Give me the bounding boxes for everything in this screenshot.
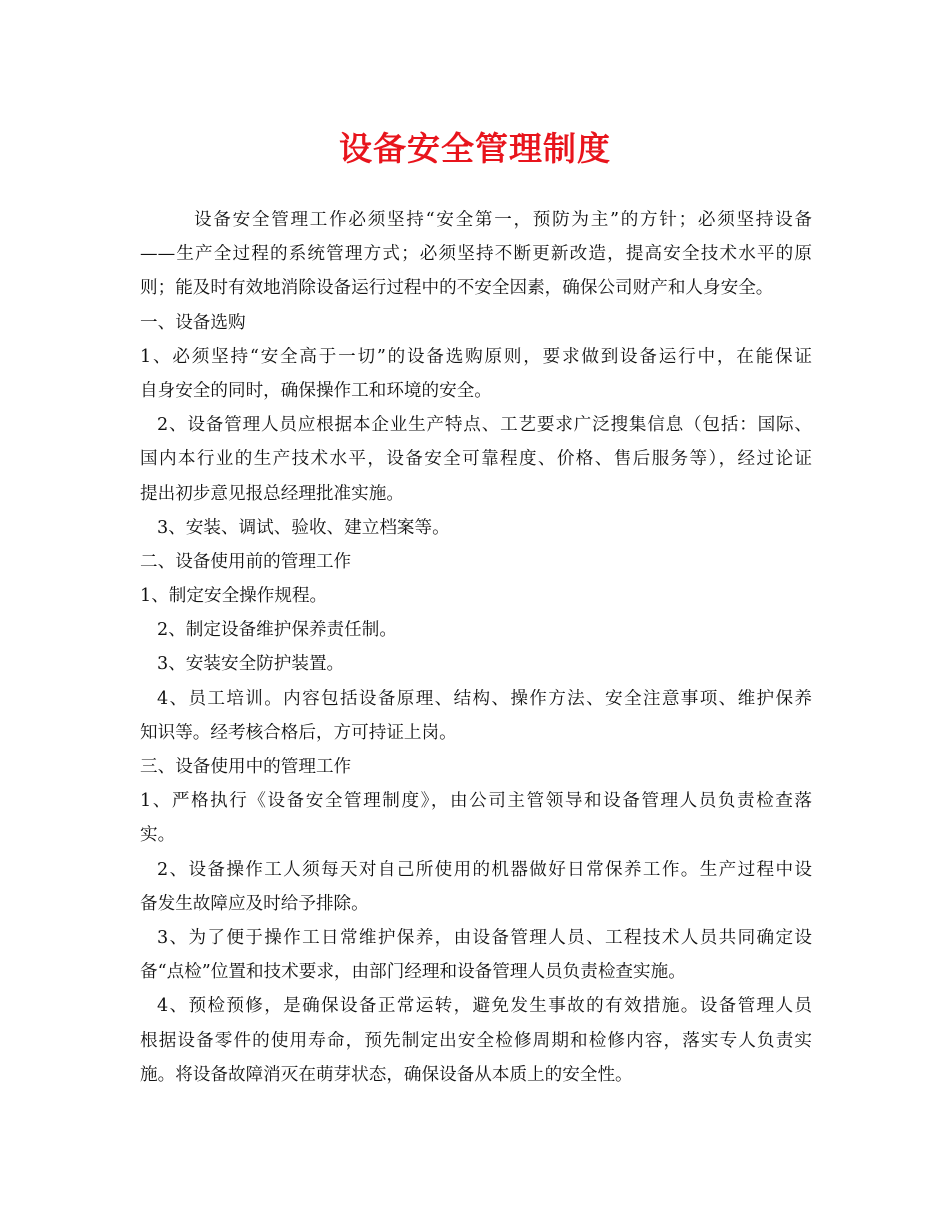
text-line: 实。	[140, 825, 176, 846]
text-line: 三、设备使用中的管理工作	[140, 757, 352, 777]
text-line: 施。将设备故障消灭在萌芽状态，确保设备从本质上的安全性。	[140, 1064, 633, 1085]
text-line: 知识等。经考核合格后，方可持证上岗。	[140, 722, 457, 743]
text-line: 4、预检预修，是确保设备正常运转，避免发生事故的有效措施。设备管理人员	[157, 996, 812, 1017]
text-line: 则；能及时有效地消除设备运行过程中的不安全因素，确保公司财产和人身安全。	[140, 278, 774, 299]
text-line: 二、设备使用前的管理工作	[140, 551, 352, 572]
document-body	[140, 203, 812, 1092]
text-line: 根据设备零件的使用寿命，预先制定出安全检修周期和检修内容，落实专人负责实	[140, 1030, 812, 1051]
text-line: 3、安装安全防护装置。	[157, 654, 345, 675]
text-line: 提出初步意见报总经理批准实施。	[140, 483, 404, 504]
text-line: 2、设备管理人员应根据本企业生产特点、工艺要求广泛搜集信息（包括：国际、	[157, 415, 812, 436]
text-line: 备发生故障应及时给予排除。	[140, 893, 369, 914]
text-line: 一、设备选购	[140, 312, 246, 333]
text-line: ——生产全过程的系统管理方式；必须坚持不断更新改造，提高安全技术水平的原	[140, 244, 812, 265]
text-line: 自身安全的同时，确保操作工和环境的安全。	[140, 380, 492, 401]
text-line: 1、必须坚持“安全高于一切”的设备选购原则，要求做到设备运行中，在能保证	[140, 346, 812, 367]
text-line: 1、制定安全操作规程。	[140, 586, 328, 607]
text-line: 3、为了便于操作工日常维护保养，由设备管理人员、工程技术人员共同确定设	[157, 927, 812, 948]
text-line: 2、设备操作工人须每天对自己所使用的机器做好日常保养工作。生产过程中设	[157, 859, 812, 880]
document-title: 设备安全管理制度	[339, 129, 611, 168]
text-line: 国内本行业的生产技术水平，设备安全可靠程度、价格、售后服务等），经过论证	[140, 449, 812, 470]
text-line: 设备安全管理工作必须坚持“安全第一，预防为主”的方针；必须坚持设备	[194, 210, 812, 230]
text-line: 2、制定设备维护保养责任制。	[157, 620, 397, 641]
text-line: 3、安装、调试、验收、建立档案等。	[157, 517, 450, 538]
text-line: 4、员工培训。内容包括设备原理、结构、操作方法、安全注意事项、维护保养	[157, 688, 812, 709]
text-line: 1、严格执行《设备安全管理制度》，由公司主管领导和设备管理人员负责检查落	[140, 791, 812, 812]
text-line: 备“点检”位置和技术要求，由部门经理和设备管理人员负责检查实施。	[140, 962, 686, 983]
